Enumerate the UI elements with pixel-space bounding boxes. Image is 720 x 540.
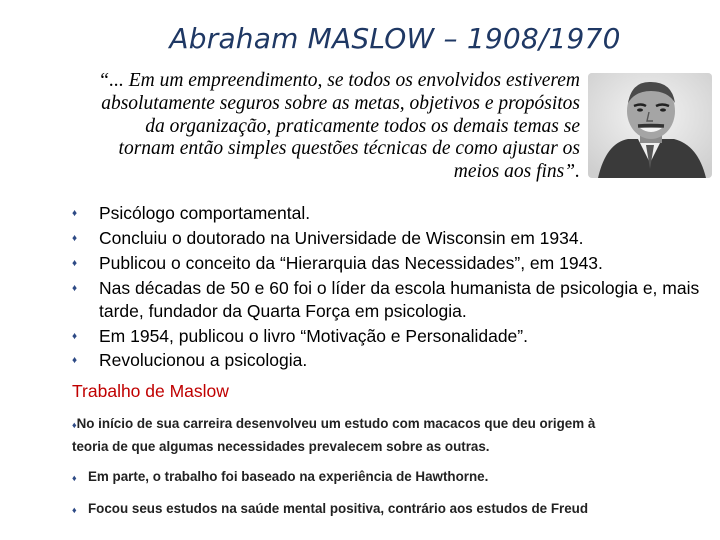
bullet-text: Concluiu o doutorado na Universidade de Wisconsin em 1934. [99, 227, 584, 248]
list-item [72, 349, 712, 372]
quote-line: absolutamente seguros sobre as metas, objetivos e propósitos [101, 92, 580, 114]
list-item [72, 252, 712, 275]
section-title: Trabalho de Maslow [72, 381, 229, 401]
work-point-text: Focou seus estudos na saúde mental positiva, contrário aos estudos de Freud [88, 501, 589, 516]
list-item [72, 277, 712, 323]
work-point-text: No início de sua carreira desenvolveu um estudo com macacos que deu origem à teoria de que algumas necessidades prevalecem sobre as outras. [72, 416, 596, 454]
diamond-bullet-icon: ♦ [72, 257, 78, 269]
diamond-bullet-icon: ♦ [72, 505, 77, 515]
diamond-bullet-icon: ♦ [72, 420, 77, 430]
diamond-bullet-icon: ♦ [72, 282, 78, 294]
bullet-text: Em 1954, publicou o livro “Motivação e Personalidade”. [99, 325, 528, 346]
quote-line: tornam então simples questões técnicas de como ajustar os [118, 138, 580, 160]
work-point [72, 466, 488, 488]
portrait-image [588, 73, 712, 178]
diamond-bullet-icon: ♦ [72, 232, 78, 244]
maslow-portrait-photo [588, 73, 712, 178]
work-point [72, 498, 588, 520]
bullet-text: Nas décadas de 50 e 60 foi o líder da escola humanista de psicologia e, mais tarde, fundador da Quarta Força em psicologia. [99, 277, 700, 321]
bullet-text: Publicou o conceito da “Hierarquia das Necessidades”, em 1943. [99, 252, 603, 273]
list-item [72, 202, 712, 225]
bullet-text: Revolucionou a psicologia. [99, 350, 308, 371]
work-point [72, 413, 632, 458]
list-item [72, 227, 712, 250]
diamond-bullet-icon: ♦ [72, 473, 77, 483]
slide-title: Abraham MASLOW – 1908/1970 [169, 22, 621, 55]
biography-bullet-list [72, 202, 712, 374]
bullet-text: Psicólogo comportamental. [99, 203, 311, 223]
diamond-bullet-icon: ♦ [72, 208, 78, 219]
quote-line: da organização, praticamente todos os demais temas se [145, 115, 580, 137]
diamond-bullet-icon: ♦ [72, 330, 78, 342]
work-point-text: Em parte, o trabalho foi baseado na experiência de Hawthorne. [88, 469, 489, 484]
list-item [72, 325, 712, 348]
quote-line: “... Em um empreendimento, se todos os envolvidos estiverem [98, 70, 580, 91]
quote-line: meios aos fins”. [453, 161, 580, 183]
diamond-bullet-icon: ♦ [72, 355, 78, 367]
maslow-quote [20, 70, 580, 184]
